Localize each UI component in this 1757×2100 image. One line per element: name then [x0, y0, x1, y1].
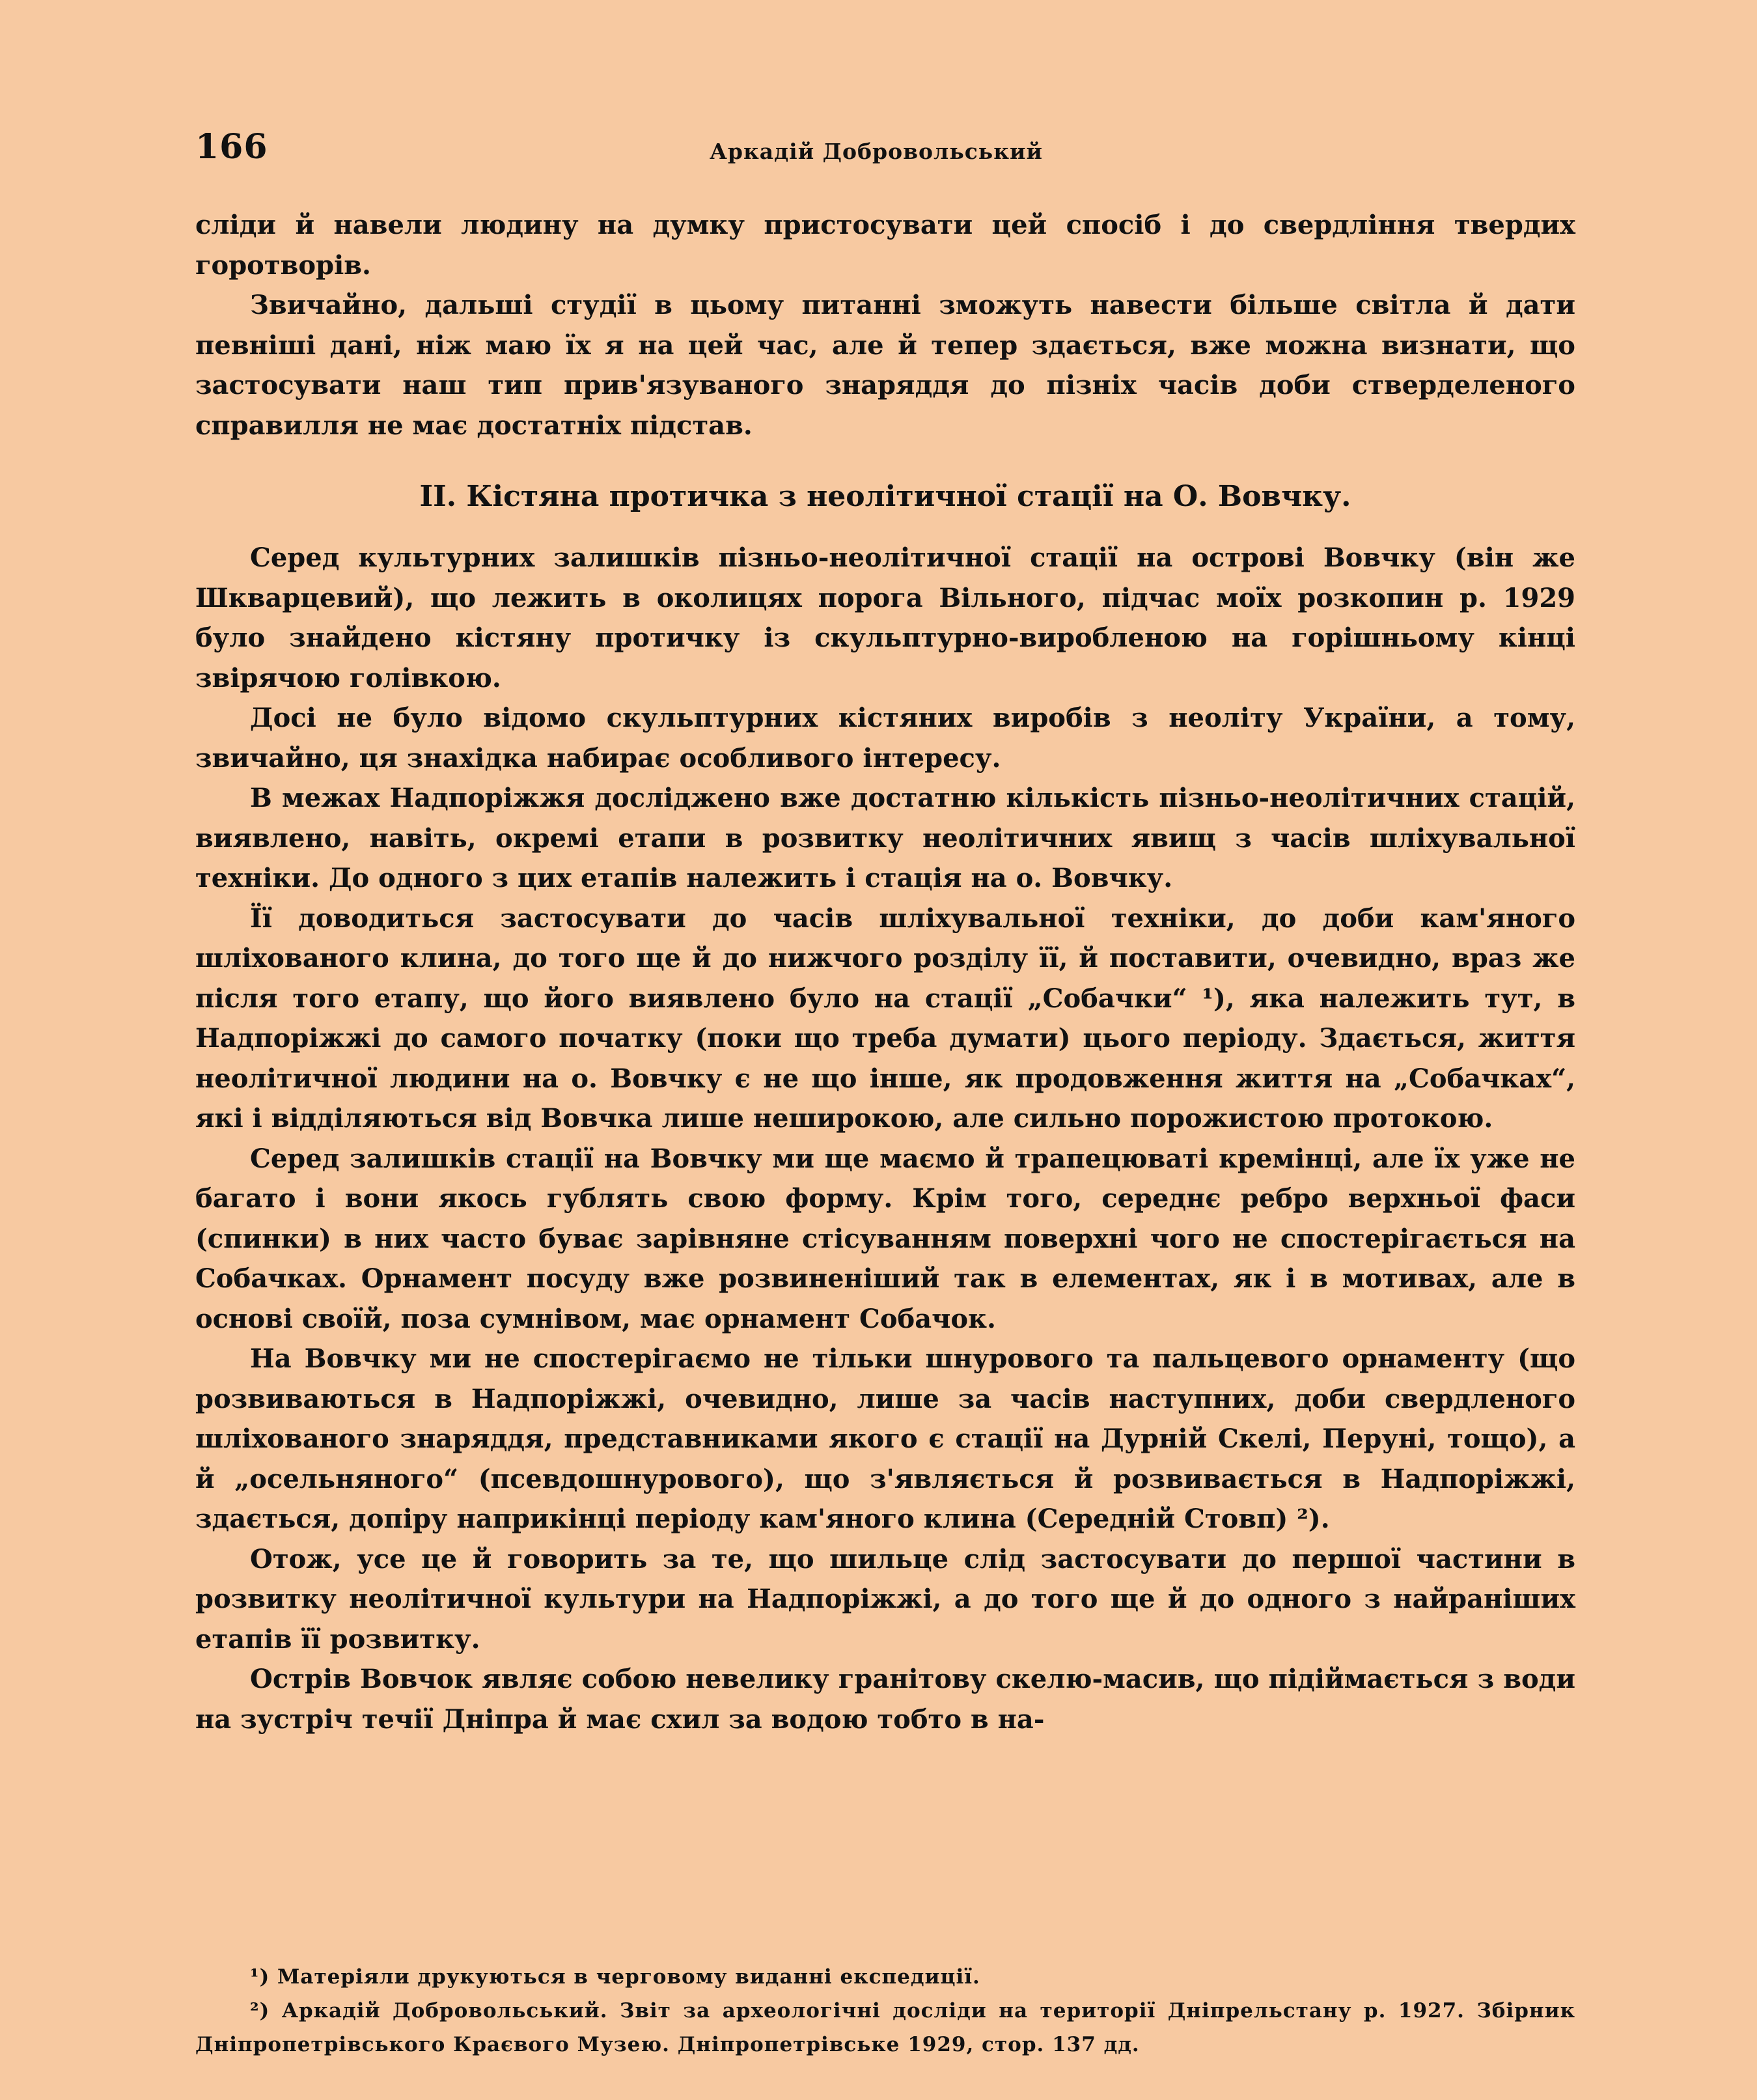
body-text: [195, 205, 1575, 1739]
paragraph: Досі не було відомо скульптурних кістяних виробів з неоліту України, а тому, звичайно, ця знахідка набирає особливого інтересу.: [195, 703, 1575, 774]
running-head: Аркадій Добровольський: [710, 139, 1043, 164]
paragraph: На Вовчку ми не спостерігаємо не тільки шнурового та пальцевого орнаменту (що розвиваються в Надпоріжжі, очевидно, лише за часів наступних, доби свердленого шліхованого знаряддя, представниками якого є стації на Дурній Скелі, Перуні, тощо), а й „осельняного“ (псевдошнурового), що з'являється й розвивається в Надпоріжжі, здається, допіру наприкінці періоду кам'яного клина (Середній Стовп) ²).: [195, 1343, 1575, 1534]
footnotes: [195, 1960, 1575, 2062]
document-page: [195, 127, 1575, 2067]
paragraph: Серед культурних залишків пізньо-неолітичної стації на острові Вовчку (він же Шкварцевий), що лежить в околицях порога Вільного, підчас моїх розкопин р. 1929 було знайдено кістяну протичку із скульптурно-виробленою на горішньому кінці звірячою голівкою.: [195, 542, 1575, 693]
paragraph: сліди й навели людину на думку пристосувати цей спосіб і до свердління твердих горотворів.: [195, 210, 1575, 281]
paragraph: Острів Вовчок являє собою невелику гранітову скелю-масив, що підіймається з води на зустріч течії Дніпра й має схил за водою тобто в на-: [195, 1664, 1575, 1735]
page-number: 166: [195, 127, 268, 167]
footnote: ²) Аркадій Добровольський. Звіт за археологічні досліди на території Дніпрельстану р. 1927. Збірник Дніпропетрівського Краєвого Музею. Дніпропетрівське 1929, стор. 137 дд.: [195, 1999, 1575, 2056]
paragraph: В межах Надпоріжжя досліджено вже достатню кількість пізньо-неолітичних стацій, виявлено, навіть, окремі етапи в розвитку неолітичних явищ з часів шліхувальної техніки. До одного з цих етапів належить і стація на о. Вовчку.: [195, 783, 1575, 893]
paragraph: Отож, усе це й говорить за те, що шильце слід застосувати до першої частини в розвитку неолітичної культури на Надпоріжжі, а до того ще й до одного з найраніших етапів її розвитку.: [195, 1543, 1575, 1655]
paragraph: Серед залишків стації на Вовчку ми ще маємо й трапецюваті кремінці, але їх уже не багато і вони якось гублять свою форму. Крім того, середнє ребро верхньої фаси (спинки) в них часто буває зарівняне стісуванням поверхні чого не спостерігається на Собачках. Орнамент посуду вже розвиненіший так в елементах, як і в мотивах, але в основі своїй, поза сумнівом, має орнамент Собачок.: [195, 1143, 1575, 1334]
paragraph: Її доводиться застосувати до часів шліхувальної техніки, до доби кам'яного шліхованого клина, до того ще й до нижчого розділу її, й поставити, очевидно, враз же після того етапу, що його виявлено було на стації „Собачки“ ¹), яка належить тут, в Надпоріжжі до самого початку (поки що треба думати) цього періоду. Здається, життя неолітичної людини на о. Вовчку є не що інше, як продовження життя на „Собачках“, які і відділяються від Вовчка лише неширокою, але сильно порожистою протокою.: [195, 903, 1575, 1134]
paragraph: Звичайно, дальші студії в цьому питанні зможуть навести більше світла й дати певніші дані, ніж маю їх я на цей час, але й тепер здається, вже можна визнати, що застосувати наш тип прив'язуваного знаряддя до пізніх часів доби стверделеного справилля не має достатніх підстав.: [195, 290, 1575, 441]
section-title: II. Кістяна протичка з неолітичної стації на О. Вовчку.: [419, 480, 1351, 513]
footnote: ¹) Матеріяли друкуються в черговому виданні експедиції.: [250, 1965, 980, 1989]
page-header: [195, 127, 1575, 166]
